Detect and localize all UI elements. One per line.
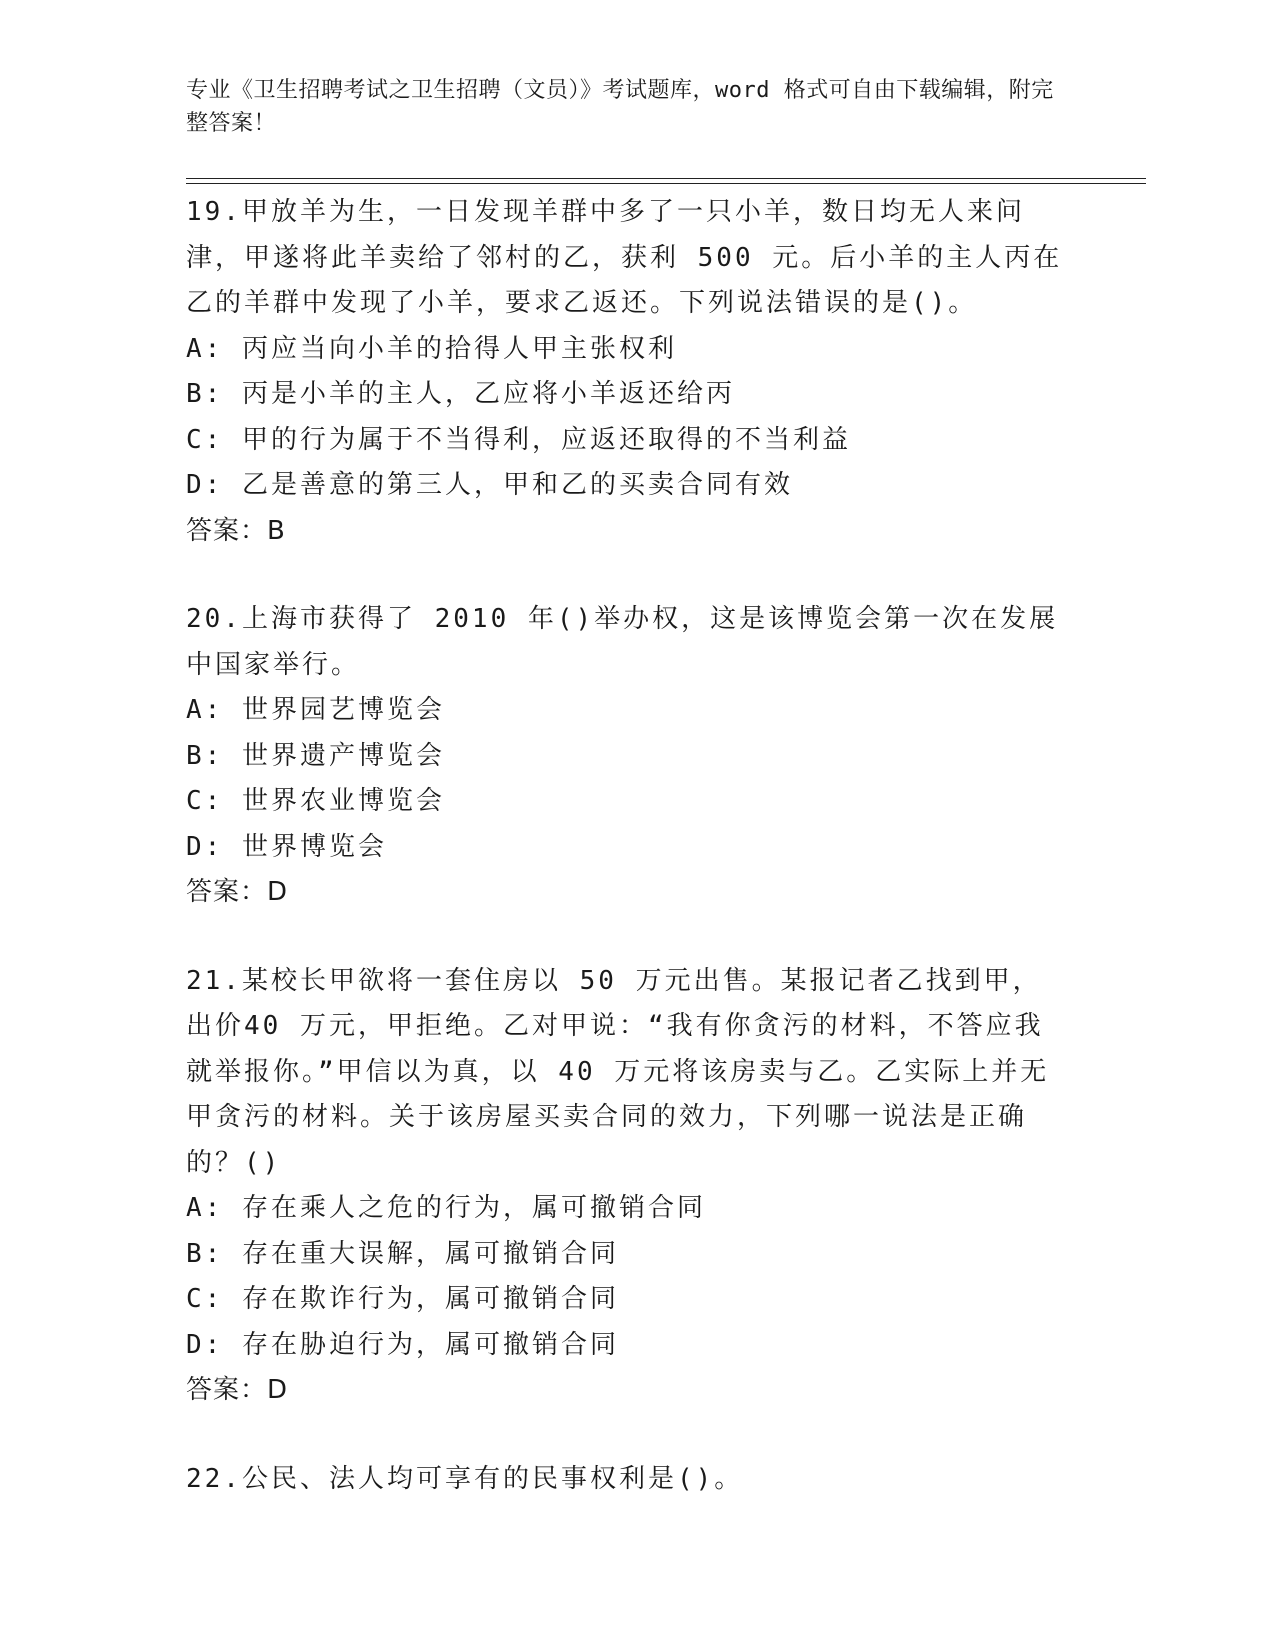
question-stem: 22.公民、法人均可享有的民事权利是()。 [186,1463,744,1494]
option-a: A: 丙应当向小羊的拾得人甲主张权利 [186,333,677,364]
question-20 [186,597,1066,916]
option-b: B: 世界遗产博览会 [186,740,445,771]
option-b: B: 存在重大误解，属可撤销合同 [186,1238,619,1269]
answer-label: 答案：D [186,1375,289,1405]
question-19 [186,190,1066,554]
header-divider-bottom [186,183,1146,184]
option-c: C: 世界农业博览会 [186,786,445,816]
option-b: B: 丙是小羊的主人，乙应将小羊返还给丙 [186,379,735,409]
option-c: C: 甲的行为属于不当得利，应返还取得的不当利益 [186,424,851,455]
question-21 [186,959,1066,1414]
document-header: 专业《卫生招聘考试之卫生招聘（文员）》考试题库，word 格式可自由下载编辑，附完整答案！ [186,78,1054,136]
option-a: A: 存在乘人之危的行为，属可撤销合同 [186,1193,706,1223]
question-stem: 19.甲放羊为生，一日发现羊群中多了一只小羊，数日均无人来问津，甲遂将此羊卖给了邻村的乙，获利 500 元。后小羊的主人丙在乙的羊群中发现了小羊，要求乙返还。下列说法错误的是()。 [186,197,1063,318]
answer-label: 答案：D [186,877,289,907]
question-stem: 21.某校长甲欲将一套住房以 50 万元出售。某报记者乙找到甲，出价40 万元，甲拒绝。乙对甲说：“我有你贪污的材料，不答应我就举报你。”甲信以为真，以 40 万元将该房卖与乙。乙实际上并无甲贪污的材料。关于该房屋买卖合同的效力，下列哪一说法是正确的？() [186,965,1050,1178]
option-d: D: 乙是善意的第三人，甲和乙的买卖合同有效 [186,470,793,500]
option-a: A: 世界园艺博览会 [186,695,445,725]
header-divider-top [186,178,1146,179]
question-list [186,190,1066,1545]
option-d: D: 世界博览会 [186,831,387,862]
option-c: C: 存在欺诈行为，属可撤销合同 [186,1284,619,1314]
question-22 [186,1457,1066,1503]
answer-label: 答案：B [186,515,286,546]
option-d: D: 存在胁迫行为，属可撤销合同 [186,1329,619,1360]
question-stem: 20.上海市获得了 2010 年()举办权，这是该博览会第一次在发展中国家举行。 [186,604,1059,680]
